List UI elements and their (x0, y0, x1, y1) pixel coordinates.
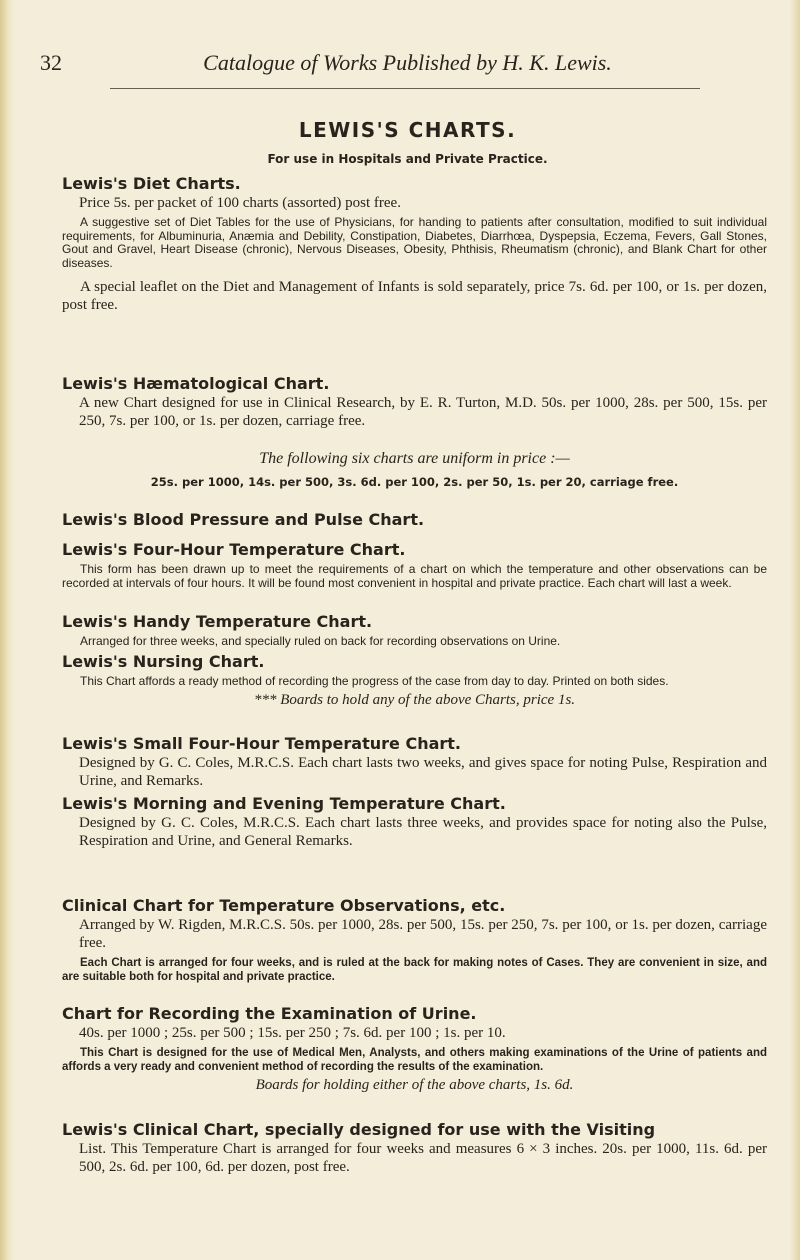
entry-heading: Lewis's Small Four-Hour Temperature Chart. (62, 734, 461, 753)
entry-heading: Clinical Chart for Temperature Observations, etc. (62, 896, 506, 915)
uniform-price-note (62, 450, 767, 490)
boards-note: Boards for holding either of the above charts, 1s. 6d. (255, 1077, 574, 1093)
entry-text: Arranged by W. Rigden, M.R.C.S. 50s. per 1000, 28s. per 500, 15s. per 250, 7s. per 100, or 1s. per dozen, carriage free. (79, 917, 767, 951)
entry-handy-chart (62, 612, 767, 648)
entry-description: A suggestive set of Diet Tables for the use of Physicians, for handing to patients after consultation, modified to suit individual requirements, for Albuminuria, Anæmia and Debility, Constipation, Diabetes, Diarrhœa, Dyspepsia, Eczema, Fevers, Gall Stones, Gout and Gravel, Heart Disease (chronic), Nervous Diseases, Obesity, Phthisis, Rheumatism (chronic), and Blank Chart for other diseases. (62, 215, 767, 270)
entry-morning-evening-chart (62, 794, 767, 850)
entry-text: A new Chart designed for use in Clinical Research, by E. R. Turton, M.D. 50s. per 1000, 28s. per 500, 15s. per 250, 7s. per 100, or 1s. per dozen, carriage free. (79, 395, 767, 429)
entry-visiting-list-chart (62, 1120, 767, 1176)
uniform-note: The following six charts are uniform in price :— (259, 450, 570, 467)
entry-text: Designed by G. C. Coles, M.R.C.S. Each chart lasts three weeks, and provides space for noting also the Pulse, Respiration and Urine, and General Remarks. (79, 815, 767, 849)
entry-heading: Lewis's Morning and Evening Temperature Chart. (62, 794, 506, 813)
entry-heading: Lewis's Blood Pressure and Pulse Chart. (62, 510, 425, 529)
page-edge (790, 0, 800, 1260)
uniform-prices: 25s. per 1000, 14s. per 500, 3s. 6d. per 100, 2s. per 50, 1s. per 20, carriage free. (150, 475, 679, 489)
entry-text: This form has been drawn up to meet the requirements of a chart on which the temperature and other observations can be recorded at intervals of four hours. It will be found most convenient in hospital and private practice. Each chart will last a week. (62, 562, 767, 590)
entry-price: Price 5s. per packet of 100 charts (assorted) post free. (79, 195, 401, 211)
entry-text: List. This Temperature Chart is arranged for four weeks and measures 6 × 3 inches. 20s. per 1000, 11s. 6d. per 500, 2s. 6d. per 100, 6d. per dozen, post free. (79, 1141, 767, 1175)
entry-nursing-chart (62, 652, 767, 709)
entry-haematological-chart (62, 374, 767, 430)
page-number: 32 (40, 50, 62, 75)
entry-text: 40s. per 1000 ; 25s. per 500 ; 15s. per 250 ; 7s. 6d. per 100 ; 1s. per 10. (79, 1025, 506, 1041)
entry-description: This Chart is designed for the use of Medical Men, Analysts, and others making examinations of the Urine of patients and affords a very ready and convenient method of recording the results of the examination. (62, 1047, 767, 1073)
entry-diet-charts (62, 174, 767, 314)
running-title: Catalogue of Works Published by H. K. Lewis. (203, 50, 612, 75)
entry-text: This Chart affords a ready method of recording the progress of the case from day to day. Printed on both sides. (80, 674, 669, 688)
entry-description: Each Chart is arranged for four weeks, and is ruled at the back for making notes of Cases. They are convenient in size, and are suitable both for hospital and private practice. (62, 957, 767, 983)
page-subtitle: For use in Hospitals and Private Practice. (267, 152, 548, 166)
entry-text: Arranged for three weeks, and specially ruled on back for recording observations on Urine. (80, 634, 561, 648)
entry-four-hour-chart (62, 540, 767, 590)
boards-note: *** Boards to hold any of the above Charts, price 1s. (253, 692, 576, 708)
entry-heading: Chart for Recording the Examination of Urine. (62, 1004, 477, 1023)
entry-text: Designed by G. C. Coles, M.R.C.S. Each chart lasts two weeks, and gives space for noting Pulse, Respiration and Urine, and Remarks. (79, 755, 767, 789)
entry-heading: Lewis's Handy Temperature Chart. (62, 612, 373, 631)
entry-note: A special leaflet on the Diet and Management of Infants is sold separately, price 7s. 6d. per 100, or 1s. per dozen, post free. (62, 279, 767, 313)
entry-heading: Lewis's Diet Charts. (62, 174, 241, 193)
divider (110, 88, 700, 89)
entry-heading: Lewis's Nursing Chart. (62, 652, 265, 671)
entry-heading: Lewis's Four-Hour Temperature Chart. (62, 540, 406, 559)
entry-clinical-chart (62, 896, 767, 984)
entry-blood-pressure-chart (62, 510, 767, 530)
page-title: LEWIS'S CHARTS. (298, 118, 517, 142)
entry-small-four-hour-chart (62, 734, 767, 790)
entry-heading: Lewis's Clinical Chart, specially designed for use with the Visiting (62, 1120, 656, 1139)
entry-heading: Lewis's Hæmatological Chart. (62, 374, 330, 393)
running-head (40, 50, 775, 86)
entry-urine-chart (62, 1004, 767, 1094)
page-edge (0, 0, 14, 1260)
